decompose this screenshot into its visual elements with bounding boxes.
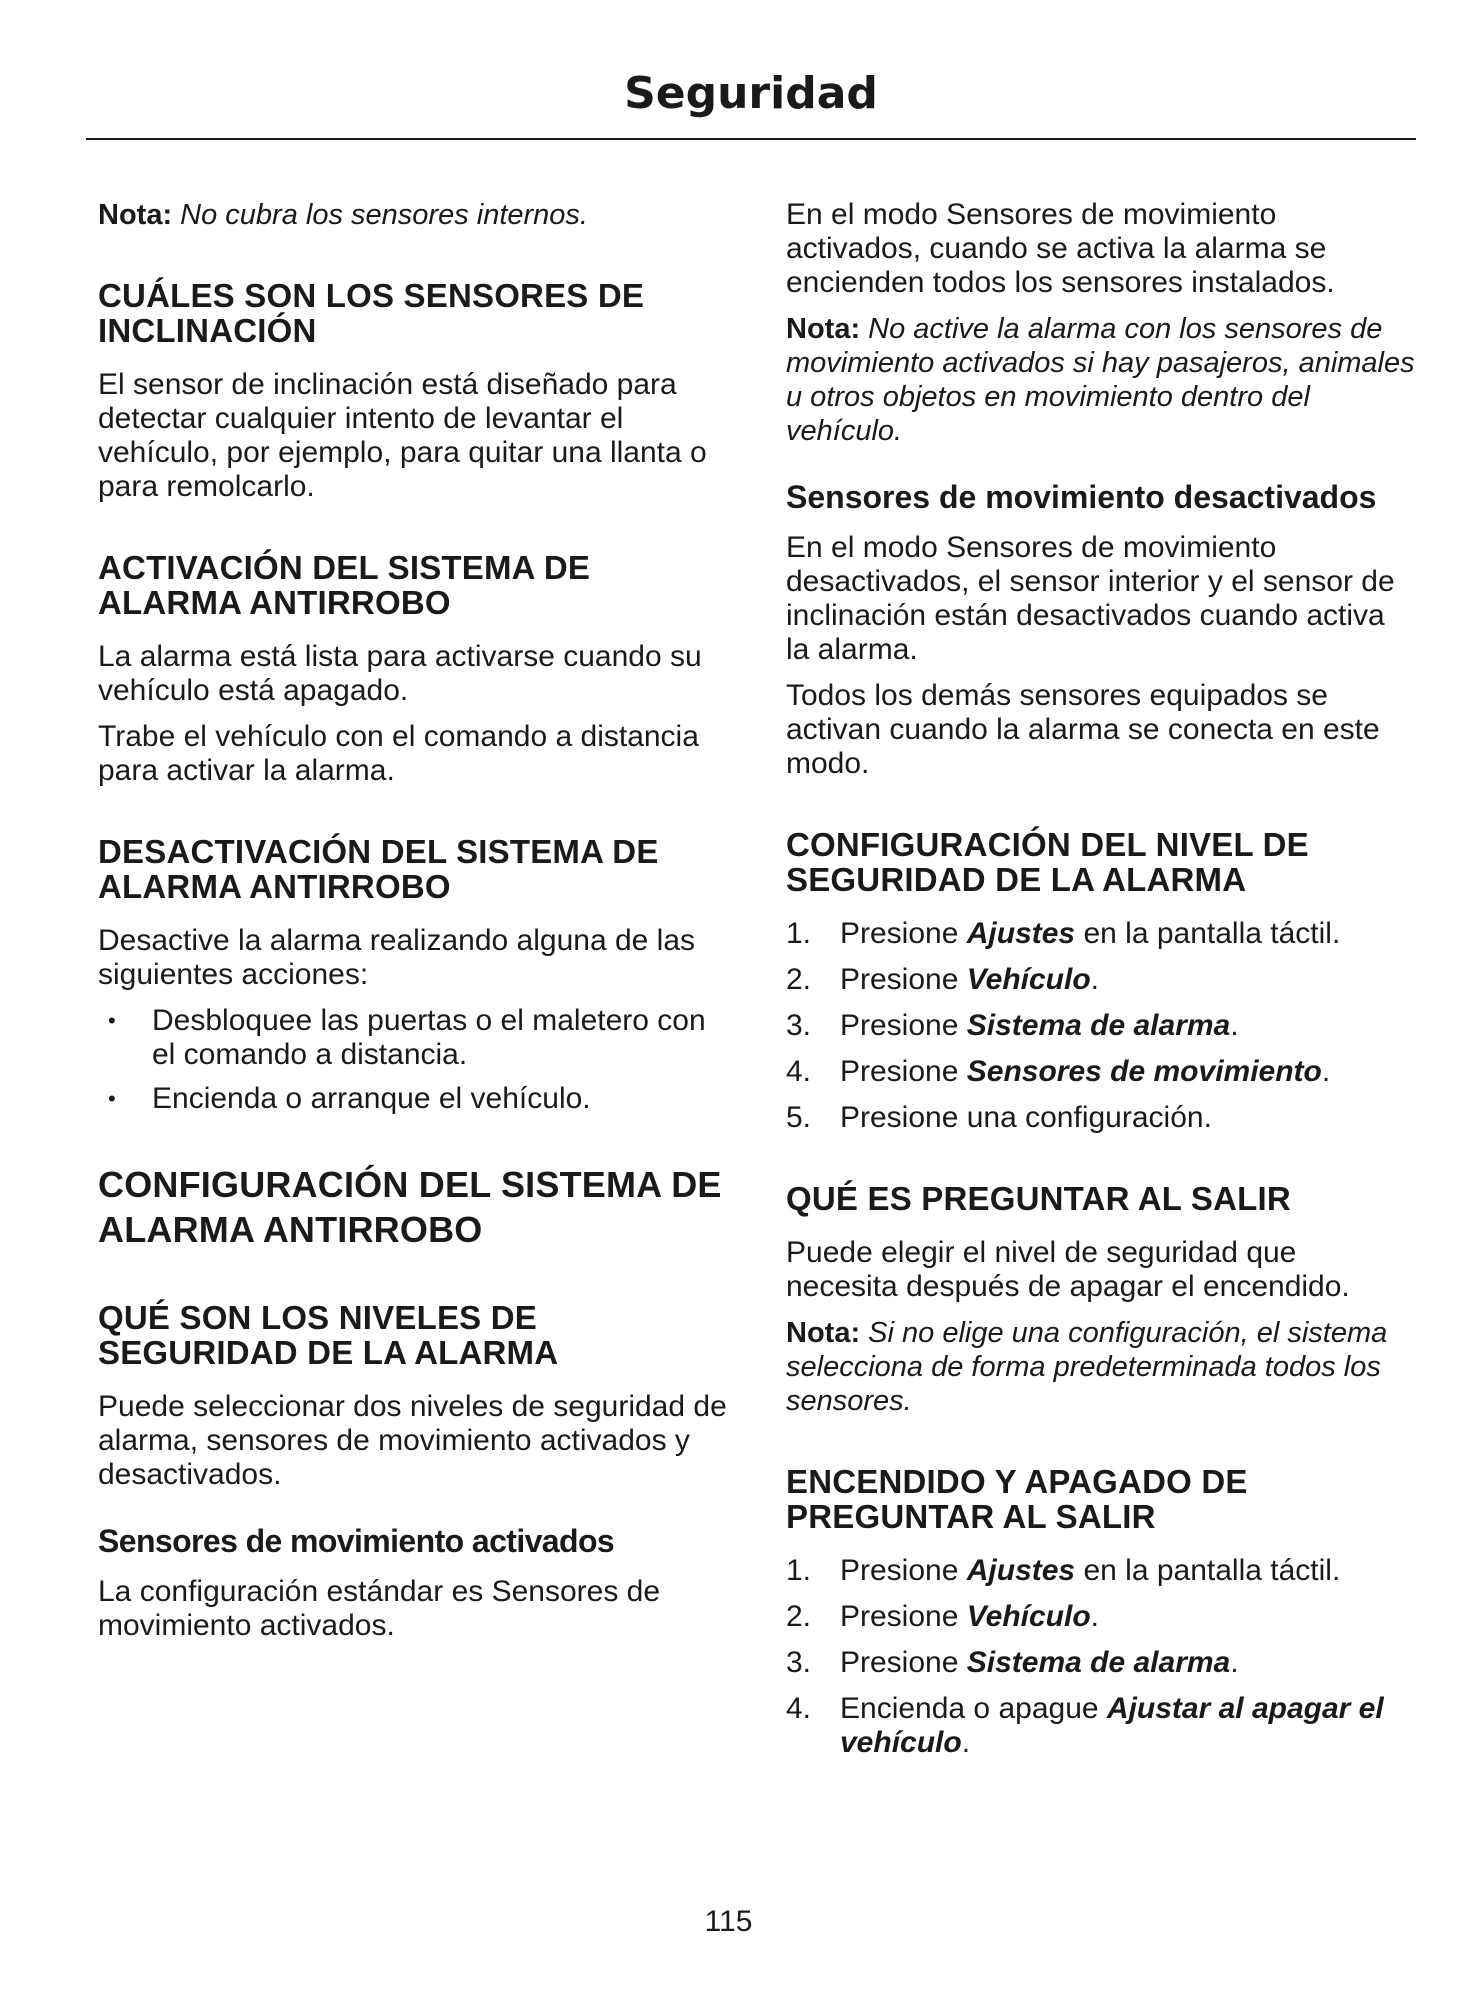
paragraph-activacion-1: La alarma está lista para activarse cuando su vehículo está apagado. bbox=[98, 640, 702, 707]
step-term: Vehículo bbox=[966, 1600, 1091, 1633]
paragraph-modo-desactivados: En el modo Sensores de movimiento desactivados, el sensor interior y el sensor de inclinación están desactivados cuando activa la alarma. bbox=[786, 531, 1395, 666]
desactivacion-list bbox=[98, 1004, 728, 1116]
step-number: 4. bbox=[786, 1055, 812, 1088]
left-column bbox=[98, 198, 728, 1655]
step-term: Ajustes bbox=[966, 1554, 1076, 1587]
list-item bbox=[98, 1082, 728, 1116]
list-item bbox=[786, 1009, 1416, 1043]
step-term: Ajustar al apagar el vehículo bbox=[840, 1692, 1384, 1759]
paragraph-activados: La configuración estándar es Sensores de movimiento activados. bbox=[98, 1575, 661, 1642]
heading-niveles-seguridad: QUÉ SON LOS NIVELES DE SEGURIDAD DE LA ALARMA bbox=[98, 1299, 559, 1371]
bullet-icon: • bbox=[108, 1008, 116, 1033]
page-number: 115 bbox=[704, 1905, 753, 1938]
page-title: Seguridad bbox=[624, 68, 878, 119]
step-text: Presione una configuración. bbox=[840, 1101, 1212, 1134]
note-text: No active la alarma con los sensores de movimiento activados si hay pasajeros, animales u otros objetos en movimiento dentro del vehículo. bbox=[786, 313, 1415, 447]
heading-sensores-activados: Sensores de movimiento activados bbox=[98, 1523, 615, 1559]
step-number: 2. bbox=[786, 1600, 812, 1633]
paragraph-inclinacion: El sensor de inclinación está diseñado para detectar cualquier intento de levantar el vehículo, por ejemplo, para quitar una llanta o para remolcarlo. bbox=[98, 368, 707, 503]
list-item bbox=[786, 963, 1416, 997]
step-text: Presione bbox=[840, 1009, 967, 1042]
list-item bbox=[786, 1055, 1416, 1089]
step-number: 1. bbox=[786, 917, 812, 950]
step-text-end: . bbox=[1090, 963, 1100, 996]
page-header bbox=[86, 58, 1416, 140]
step-number: 2. bbox=[786, 963, 812, 996]
paragraph-desactivacion: Desactive la alarma realizando alguna de las siguientes acciones: bbox=[98, 924, 696, 991]
step-term: Sistema de alarma bbox=[966, 1646, 1231, 1679]
list-item bbox=[786, 1692, 1416, 1760]
step-text: Presione bbox=[840, 1646, 967, 1679]
heading-configuracion-sistema: CONFIGURACIÓN DEL SISTEMA DE ALARMA ANTIRROBO bbox=[98, 1164, 722, 1250]
note-text: Si no elige una configuración, el sistema selecciona de forma predeterminada todos los sensores. bbox=[786, 1317, 1388, 1417]
bullet-icon: • bbox=[108, 1086, 116, 1111]
note-text: No cubra los sensores internos. bbox=[180, 199, 588, 231]
step-text-end: . bbox=[1230, 1646, 1239, 1679]
heading-desactivacion-alarma: DESACTIVACIÓN DEL SISTEMA DE ALARMA ANTIRROBO bbox=[98, 833, 659, 905]
heading-sensores-desactivados: Sensores de movimiento desactivados bbox=[786, 479, 1377, 515]
steps-configuracion-nivel bbox=[786, 917, 1416, 1135]
step-number: 4. bbox=[786, 1692, 812, 1725]
paragraph-modo-activados: En el modo Sensores de movimiento activados, cuando se activa la alarma se encienden todos los sensores instalados. bbox=[786, 198, 1335, 299]
note-label: Nota: bbox=[786, 313, 861, 345]
note-configuracion bbox=[786, 1316, 1416, 1418]
list-item bbox=[786, 1600, 1416, 1634]
step-number: 5. bbox=[786, 1101, 812, 1134]
step-text: Presione bbox=[840, 1554, 967, 1587]
step-text: Encienda o apague bbox=[840, 1692, 1107, 1725]
right-column bbox=[786, 198, 1416, 1772]
list-item bbox=[786, 1646, 1416, 1680]
step-text-end: en la pantalla táctil. bbox=[1075, 1554, 1341, 1587]
heading-activacion-alarma: ACTIVACIÓN DEL SISTEMA DE ALARMA ANTIRROBO bbox=[98, 549, 591, 621]
note-label: Nota: bbox=[98, 199, 173, 231]
list-item bbox=[786, 1101, 1416, 1135]
note-label: Nota: bbox=[786, 1317, 861, 1349]
heading-configuracion-nivel: CONFIGURACIÓN DEL NIVEL DE SEGURIDAD DE LA ALARMA bbox=[786, 826, 1309, 898]
step-text-end: . bbox=[1090, 1600, 1100, 1633]
step-text: Presione bbox=[840, 1055, 967, 1088]
step-term: Ajustes bbox=[966, 917, 1076, 950]
heading-preguntar-al-salir: QUÉ ES PREGUNTAR AL SALIR bbox=[786, 1180, 1291, 1217]
note-sensores-internos bbox=[98, 198, 728, 232]
list-item bbox=[786, 1554, 1416, 1588]
step-text-end: . bbox=[1321, 1055, 1331, 1088]
step-text: Presione bbox=[840, 1600, 967, 1633]
step-text: Presione bbox=[840, 963, 967, 996]
heading-sensores-inclinacion: CUÁLES SON LOS SENSORES DE INCLINACIÓN bbox=[98, 277, 645, 349]
step-text-end: . bbox=[961, 1726, 971, 1759]
paragraph-demas-sensores: Todos los demás sensores equipados se activan cuando la alarma se conecta en este modo. bbox=[786, 679, 1380, 780]
step-text-end: en la pantalla táctil. bbox=[1075, 917, 1341, 950]
step-number: 1. bbox=[786, 1554, 812, 1587]
paragraph-niveles: Puede seleccionar dos niveles de seguridad de alarma, sensores de movimiento activados y desactivados. bbox=[98, 1390, 727, 1491]
step-number: 3. bbox=[786, 1646, 812, 1679]
paragraph-activacion-2: Trabe el vehículo con el comando a distancia para activar la alarma. bbox=[98, 720, 699, 787]
list-item bbox=[786, 917, 1416, 951]
steps-encendido-apagado bbox=[786, 1554, 1416, 1760]
step-term: Vehículo bbox=[966, 963, 1091, 996]
paragraph-preguntar: Puede elegir el nivel de seguridad que necesita después de apagar el encendido. bbox=[786, 1236, 1350, 1303]
step-text-end: . bbox=[1230, 1009, 1239, 1042]
step-term: Sensores de movimiento bbox=[966, 1055, 1322, 1088]
step-number: 3. bbox=[786, 1009, 812, 1042]
step-text: Presione bbox=[840, 917, 967, 950]
step-term: Sistema de alarma bbox=[966, 1009, 1231, 1042]
list-item bbox=[98, 1004, 728, 1072]
note-pasajeros bbox=[786, 312, 1416, 448]
list-item-text: Encienda o arranque el vehículo. bbox=[152, 1082, 591, 1115]
heading-encendido-apagado: ENCENDIDO Y APAGADO DE PREGUNTAR AL SALIR bbox=[786, 1463, 1248, 1535]
list-item-text: Desbloquee las puertas o el maletero con el comando a distancia. bbox=[152, 1004, 706, 1071]
